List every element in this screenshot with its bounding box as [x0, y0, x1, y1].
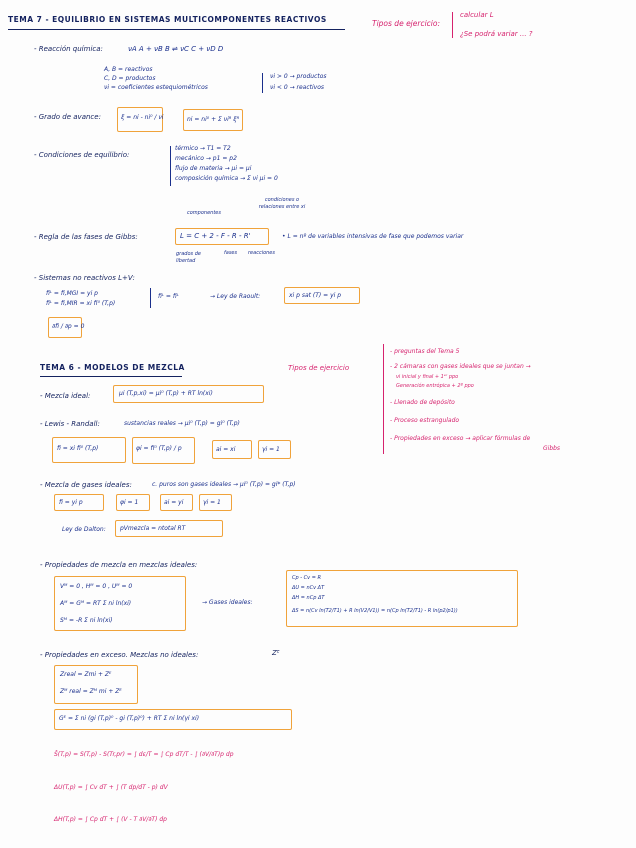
gi-g: γi = 1	[203, 499, 221, 506]
tema6-tipo-3: - Llenado de depósito	[390, 399, 455, 406]
gi-a: ai = yi	[164, 499, 184, 506]
gi-phi: φi = 1	[120, 499, 139, 506]
mezcla-ideal-eq: μi (T,p,xi) = μi⁰ (T,p) + RT ln(xi)	[119, 390, 213, 397]
h-equation: ΔH(T,p) = ∫ Cp dT + ∫ (V - T ∂V/∂T) dp	[54, 816, 167, 823]
lr-f: fi = xi fi⁰ (T,p)	[57, 445, 99, 452]
eq-quimica: composición química → Σ νi μi = 0	[175, 175, 278, 182]
fases-equation: L = C + 2 - F - R - R'	[180, 232, 251, 240]
eq-termico: térmico → T1 = T2	[175, 145, 231, 152]
fases-label: - Regla de las fases de Gibbs:	[34, 233, 138, 241]
avance-eq-1: ξ = ni - ni⁰ / νi	[121, 114, 164, 121]
avance-label: - Grado de avance:	[34, 113, 101, 121]
def-productos: C, D = productos	[104, 75, 156, 82]
pm-eq-1: Vᴹ = 0 , Hᴹ = 0 , Uᴹ = 0	[60, 583, 133, 590]
reaccion-label: - Reacción química:	[34, 45, 103, 53]
nu-positive: νi > 0 → productos	[270, 73, 327, 80]
propiedades-mezcla-label: - Propiedades de mezcla en mezclas ideales:	[40, 561, 198, 569]
nr-eq-1: fiᴸ = fi,MGI = yi p	[46, 290, 98, 297]
dalton-label: Ley de Dalton:	[62, 526, 106, 533]
ann-condiciones: condiciones o relaciones entre xi	[258, 197, 306, 210]
gid-eq-2: ΔU = nCv ΔT	[292, 585, 325, 591]
nu-negative: νi < 0 → reactivos	[270, 84, 325, 91]
lewis-randall-label: - Lewis - Randall:	[40, 420, 100, 428]
tema6-tipo-2c: Generación entrópica + 2º ppo	[396, 383, 474, 389]
dfi-equation: ∂fi / ∂p = 0	[52, 323, 85, 330]
gases-ideales-mezcla-desc: c. puros son gases ideales → μi⁰ (T,p) = gi* (T,p)	[152, 481, 296, 488]
eq-mecanico: mecánico → p1 = p2	[175, 155, 237, 162]
u-equation: ΔU(T,p) = ∫ Cv dT + ∫ (T dp/dT - p) dV	[54, 784, 168, 791]
pm-eq-2: Aᴹ = Gᴹ = RT Σ ni ln(xi)	[60, 600, 132, 607]
ge-equation: Gᴱ = Σ ni (gi (T,p)⁰ - gi (T,p)⁰) + RT Σ ni ln(γi xi)	[59, 715, 200, 722]
gi-f: fi = yi p	[59, 499, 83, 506]
ann-grados: grados de libertad	[176, 251, 201, 264]
lr-a: ai = xi	[216, 446, 236, 453]
s-equation: Ŝ(T,p) = S(T,p) - S(Tr,pr) = ∫ dε/T = ∫ Cp dT/T - ∫ (∂V/∂T)p dp	[54, 751, 234, 758]
gid-eq-4: ΔS = n(Cv ln(T2/T1) + R ln(V2/V1)) = n(Cp ln(T2/T1) - R ln(p2/p1))	[292, 608, 458, 614]
tema6-tipo-2a: - 2 cámaras con gases ideales que se juntan →	[390, 363, 531, 370]
ann-fases: fases	[224, 250, 238, 256]
tema7-tipo-1: calcular L	[460, 11, 494, 19]
tema6-tipo-5b: Gibbs	[543, 445, 561, 452]
def-coeficientes: νi = coeficientes estequiométricos	[104, 84, 208, 91]
tema6-tipo-1: - preguntas del Tema 5	[390, 348, 460, 355]
eq-materia: flujo de materia → μi = μi	[175, 165, 252, 172]
exceso-eq-1: Zreal = Zmi + Zᴱ	[60, 671, 112, 678]
lr-phi: φi = fi⁰ (T,p) / p	[136, 445, 182, 452]
gases-ideales-mezcla-label: - Mezcla de gases ideales:	[40, 481, 132, 489]
tema6-tipos-label: Tipos de ejercicio	[288, 364, 350, 372]
lewis-randall-desc: sustancias reales → μi⁰ (T,p) = gi⁰ (T,p)	[124, 420, 240, 427]
exceso-symbol: Zᴱ	[272, 649, 280, 657]
tema6-tipo-4: - Proceso estrangulado	[390, 417, 460, 424]
tema7-tipo-2: ¿Se podrá variar ... ?	[460, 30, 533, 38]
tema6-underline	[40, 376, 182, 377]
gid-eq-3: ΔH = nCp ΔT	[292, 595, 325, 601]
tema7-tipos-label: Tipos de ejercicio:	[372, 19, 440, 28]
title-underline	[8, 29, 345, 30]
gid-eq-1: Cp - Cv = R	[292, 575, 321, 581]
avance-eq-2: ni = ni⁰ + Σ νiᴿ ξᴿ	[187, 116, 240, 123]
tipos-brace	[452, 12, 453, 38]
pm-eq-3: Sᴹ = -R Σ ni ln(xi)	[60, 617, 113, 624]
raoult-label: → Ley de Raoult:	[210, 293, 261, 300]
tema7-title: TEMA 7 - EQUILIBRIO EN SISTEMAS MULTICOMPONENTES REACTIVOS	[8, 15, 327, 24]
dalton-equation: pVmezcla = ntotal RT	[120, 525, 186, 532]
mezcla-ideal-label: - Mezcla ideal:	[40, 392, 91, 400]
def-reactivos: A, B = reactivos	[104, 66, 153, 73]
tema6-tipo-2b: νi inicial y final + 1ᵉʳ ppo	[396, 374, 459, 380]
equilibrio-label: - Condiciones de equilibrio:	[34, 151, 130, 159]
tema6-tipo-5a: - Propiedades en exceso → aplicar fórmulas de	[390, 435, 531, 442]
no-reactivos-label: - Sistemas no reactivos L+V:	[34, 274, 135, 282]
nr-brace	[150, 288, 151, 308]
lr-g: γi = 1	[262, 446, 280, 453]
ann-reacciones: reacciones	[248, 250, 275, 256]
exceso-eq-2: Zᴹ real = Zᴹ mi + Zᴱ	[60, 688, 122, 695]
fases-description: • L = nº de variables intensivas de fase que podemos variar	[282, 233, 464, 240]
raoult-equation: xi p sat (T) = yi p	[289, 292, 342, 299]
reaccion-equation: νA A + νB B ⇌ νC C + νD D	[128, 45, 224, 53]
equilibrio-brace	[170, 146, 171, 186]
nu-brace	[262, 73, 263, 93]
exceso-label: - Propiedades en exceso. Mezclas no ideales:	[40, 651, 199, 659]
gases-ideales-label: → Gases ideales:	[202, 599, 253, 606]
tema6-title: TEMA 6 - MODELOS DE MEZCLA	[40, 363, 185, 372]
nr-eq-3: fiᴸ = fiᴸ	[158, 293, 179, 300]
tema6-tipos-brace	[383, 344, 384, 454]
nr-eq-2: fiᴸ = fi,MIR = xi fi⁰ (T,p)	[46, 300, 116, 307]
ann-componentes: componentes	[187, 210, 221, 216]
